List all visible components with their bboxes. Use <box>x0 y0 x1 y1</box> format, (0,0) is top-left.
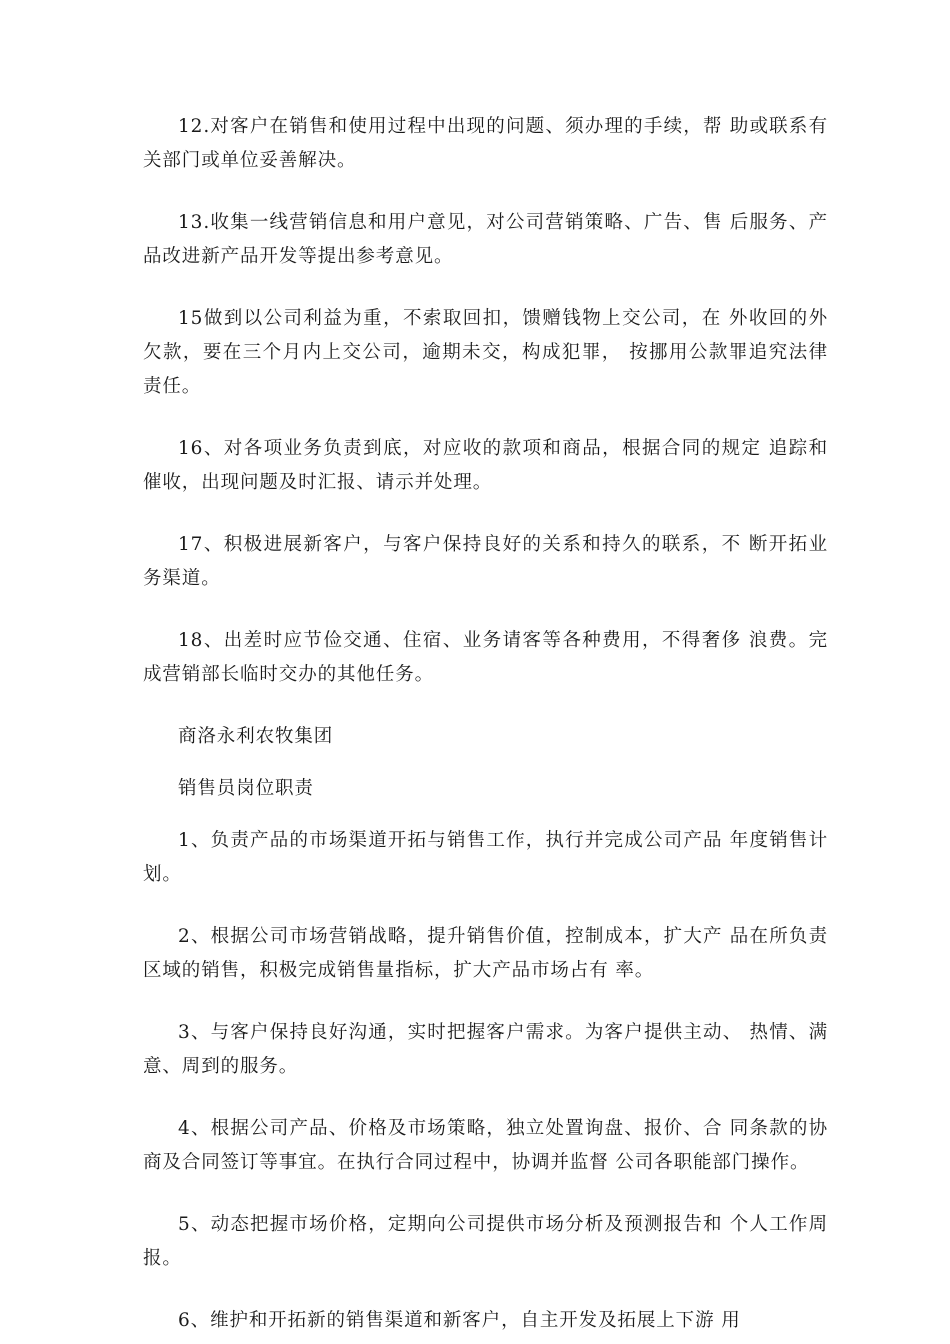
sales-duty-3: 3、与客户保持良好沟通，实时把握客户需求。为客户提供主动、 热情、满意、周到的服务。 <box>143 1022 828 1077</box>
duty-item-13: 13.收集一线营销信息和用户意见，对公司营销策略、广告、售 后服务、产品改进新产品开发等提出参考意见。 <box>143 212 828 267</box>
section-title: 销售员岗位职责 <box>178 778 314 799</box>
sales-duty-5: 5、动态把握市场价格，定期向公司提供市场分析及预测报告和 个人工作周报。 <box>143 1214 828 1269</box>
duty-item-15: 15做到以公司利益为重，不索取回扣，馈赠钱物上交公司，在 外收回的外欠款，要在三个月内上交公司，逾期未交，构成犯罪， 按挪用公款罪追究法律责任。 <box>143 308 828 397</box>
duty-item-12: 12.对客户在销售和使用过程中出现的问题、须办理的手续，帮 助或联系有关部门或单位妥善解决。 <box>143 116 828 171</box>
sales-duty-4: 4、根据公司产品、价格及市场策略，独立处置询盘、报价、合 同条款的协商及合同签订等事宜。在执行合同过程中，协调并监督 公司各职能部门操作。 <box>143 1118 828 1173</box>
duty-item-18: 18、出差时应节俭交通、住宿、业务请客等各种费用，不得奢侈 浪费。完成营销部长临时交办的其他任务。 <box>143 630 828 685</box>
duty-item-16: 16、对各项业务负责到底，对应收的款项和商品，根据合同的规定 追踪和催收，出现问题及时汇报、请示并处理。 <box>143 438 828 493</box>
organization-name: 商洛永利农牧集团 <box>178 726 334 747</box>
duty-item-17: 17、积极进展新客户，与客户保持良好的关系和持久的联系，不 断开拓业务渠道。 <box>143 534 828 589</box>
sales-duty-2: 2、根据公司市场营销战略，提升销售价值，控制成本，扩大产 品在所负责区域的销售，积极完成销售量指标，扩大产品市场占有 率。 <box>143 926 828 981</box>
sales-duty-6: 6、维护和开拓新的销售渠道和新客户，自主开发及拓展上下游 用 <box>178 1310 741 1331</box>
sales-duty-1: 1、负责产品的市场渠道开拓与销售工作，执行并完成公司产品 年度销售计划。 <box>143 830 828 885</box>
